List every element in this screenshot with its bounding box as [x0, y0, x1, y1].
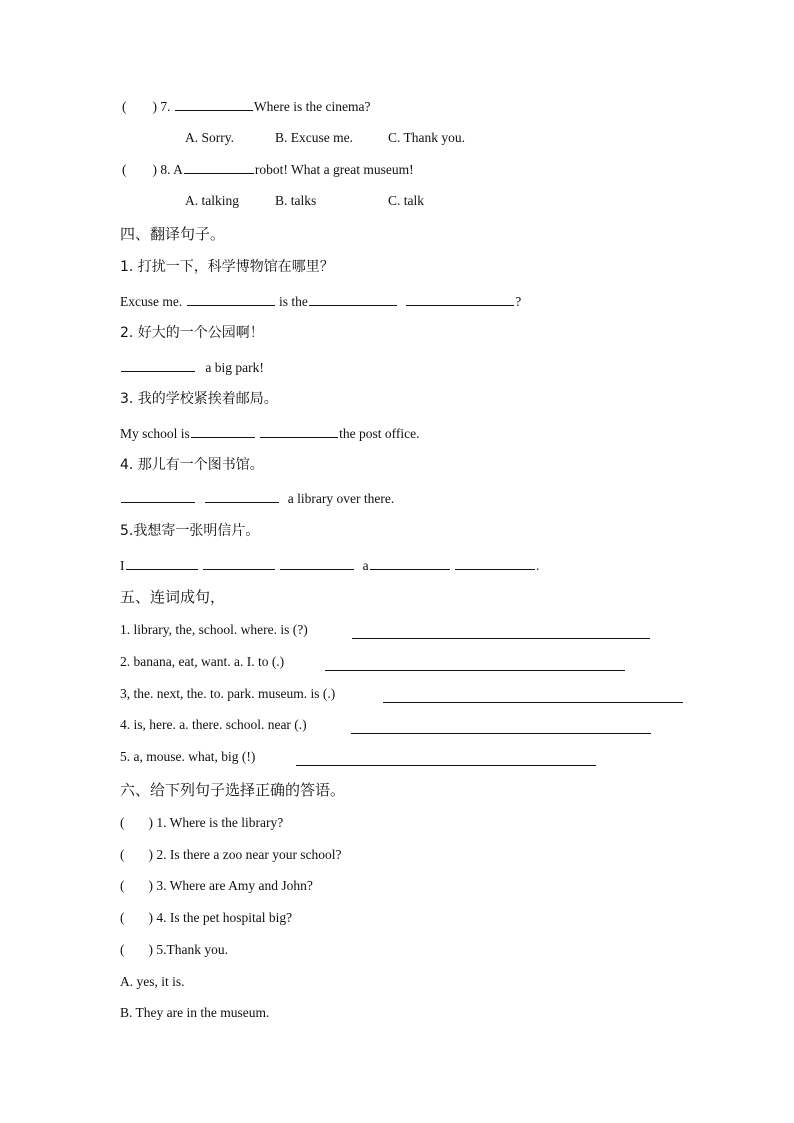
- s4-item-3-blank-2[interactable]: [260, 424, 338, 438]
- s5-item-1-answer-line[interactable]: [352, 638, 650, 639]
- s4-item-4-english: [120, 489, 394, 508]
- q7-option-b: B. Excuse me.: [275, 130, 353, 145]
- s5-item-4: [120, 716, 307, 734]
- s5-item-5-answer-line[interactable]: [296, 765, 596, 766]
- s4-item-4-blank-1[interactable]: [121, 489, 195, 503]
- s6-q3-paren: (: [120, 878, 125, 893]
- s6-answer-a: A. yes, it is.: [120, 974, 185, 989]
- s4-item-1-blank-1[interactable]: [187, 292, 275, 306]
- s6-question-5: [120, 941, 228, 959]
- q8-paren-open: (: [122, 162, 127, 177]
- q8-option-b: B. talks: [275, 193, 317, 208]
- s4-item-5-blank-1[interactable]: [126, 556, 198, 570]
- q7-number: ) 7.: [152, 99, 171, 114]
- s6-q3-text: ) 3. Where are Amy and John?: [148, 878, 313, 893]
- s4-item-4-text-a: a library over there.: [287, 491, 395, 506]
- s4-item-5-chinese: 5.我想寄一张明信片。: [120, 523, 260, 539]
- s4-item-4-chinese: 4. 那儿有一个图书馆。: [120, 457, 264, 473]
- q8-option-c-wrap: [388, 192, 424, 210]
- s5-item-4-answer-line[interactable]: [351, 733, 651, 734]
- s5-item-3-answer-line[interactable]: [383, 702, 683, 703]
- s5-item-3: [120, 685, 335, 703]
- s6-q2-text: ) 2. Is there a zoo near your school?: [148, 847, 342, 862]
- s5-item-2: [120, 653, 284, 671]
- s4-item-5-english: [120, 556, 539, 575]
- s5-item-4-text: 4. is, here. a. there. school. near (.): [120, 717, 307, 732]
- q8-option-c: C. talk: [388, 193, 424, 208]
- q8-option-a-wrap: [185, 192, 239, 210]
- s5-item-3-text: 3, the. next, the. to. park. museum. is (.): [120, 686, 336, 701]
- s4-item-2-text-a: a big park!: [205, 360, 264, 375]
- q8-stem: robot! What a great museum!: [254, 162, 414, 177]
- s4-item-1-text-a: Excuse me.: [120, 294, 183, 309]
- s4-item-5-blank-4[interactable]: [370, 556, 450, 570]
- q7-paren-open: (: [122, 99, 127, 114]
- section-5-title: 五、连词成句，: [120, 588, 226, 606]
- section-6-title: 六、给下列句子选择正确的答语。: [120, 781, 346, 799]
- q7-option-a: A. Sorry.: [185, 130, 234, 145]
- s4-item-1-english: [120, 292, 521, 311]
- s6-question-3: [120, 877, 313, 895]
- s5-item-1: [120, 621, 308, 639]
- s4-item-3-text-b: the post office.: [339, 426, 420, 441]
- s6-q1-paren: (: [120, 815, 125, 830]
- s4-item-1-blank-2[interactable]: [309, 292, 397, 306]
- question-7: [122, 97, 370, 116]
- s4-item-5-text-b: a: [362, 558, 369, 573]
- q7-options: [185, 129, 234, 147]
- q8-option-a: A. talking: [185, 193, 239, 208]
- question-8: [122, 160, 414, 179]
- q7-option-c-wrap: [388, 129, 465, 147]
- s6-question-4: [120, 909, 292, 927]
- s5-item-2-answer-line[interactable]: [325, 670, 625, 671]
- s6-q1-text: ) 1. Where is the library?: [148, 815, 284, 830]
- q7-answer-blank[interactable]: [175, 97, 253, 111]
- s6-q4-paren: (: [120, 910, 125, 925]
- s6-q4-text: ) 4. Is the pet hospital big?: [148, 910, 293, 925]
- q8-answer-blank[interactable]: [184, 160, 254, 174]
- s5-item-5: [120, 748, 255, 766]
- q8-number: ) 8. A: [152, 162, 183, 177]
- s4-item-3-english: [120, 424, 420, 443]
- s4-item-5-blank-3[interactable]: [280, 556, 354, 570]
- s6-question-2: [120, 846, 342, 864]
- s6-q5-paren: (: [120, 942, 125, 957]
- s5-item-2-text: 2. banana, eat, want. a. I. to (.): [120, 654, 285, 669]
- s4-item-4-blank-2[interactable]: [205, 489, 279, 503]
- s6-answer-b: B. They are in the museum.: [120, 1005, 270, 1020]
- s4-item-3-blank-1[interactable]: [191, 424, 255, 438]
- s4-item-2-english: [120, 358, 264, 377]
- s6-question-1: [120, 814, 283, 832]
- s4-item-1-chinese: 1. 打扰一下，科学博物馆在哪里？: [120, 259, 334, 275]
- s4-item-5-text-a: I: [120, 558, 125, 573]
- s6-q5-text: ) 5.Thank you.: [148, 942, 228, 957]
- s4-item-3-text-a: My school is: [120, 426, 190, 441]
- s5-item-1-text: 1. library, the, school. where. is (?): [120, 622, 308, 637]
- q7-option-c: C. Thank you.: [388, 130, 465, 145]
- s4-item-1-blank-3[interactable]: [406, 292, 514, 306]
- s6-q2-paren: (: [120, 847, 125, 862]
- q8-option-b-wrap: [275, 192, 316, 210]
- s4-item-1-text-c: ?: [515, 294, 522, 309]
- section-4-title: 四、翻译句子。: [120, 225, 226, 243]
- s4-item-5-text-c: .: [536, 558, 540, 573]
- s4-item-3-chinese: 3. 我的学校紧挨着邮局。: [120, 391, 278, 407]
- q7-option-b-wrap: [275, 129, 353, 147]
- s4-item-5-blank-5[interactable]: [455, 556, 535, 570]
- s4-item-5-blank-2[interactable]: [203, 556, 275, 570]
- q7-stem: Where is the cinema?: [253, 99, 371, 114]
- s4-item-2-chinese: 2. 好大的一个公园啊！: [120, 325, 264, 341]
- s5-item-5-text: 5. a, mouse. what, big (!): [120, 749, 256, 764]
- s4-item-2-blank-1[interactable]: [121, 358, 195, 372]
- s4-item-1-text-b: is the: [278, 294, 308, 309]
